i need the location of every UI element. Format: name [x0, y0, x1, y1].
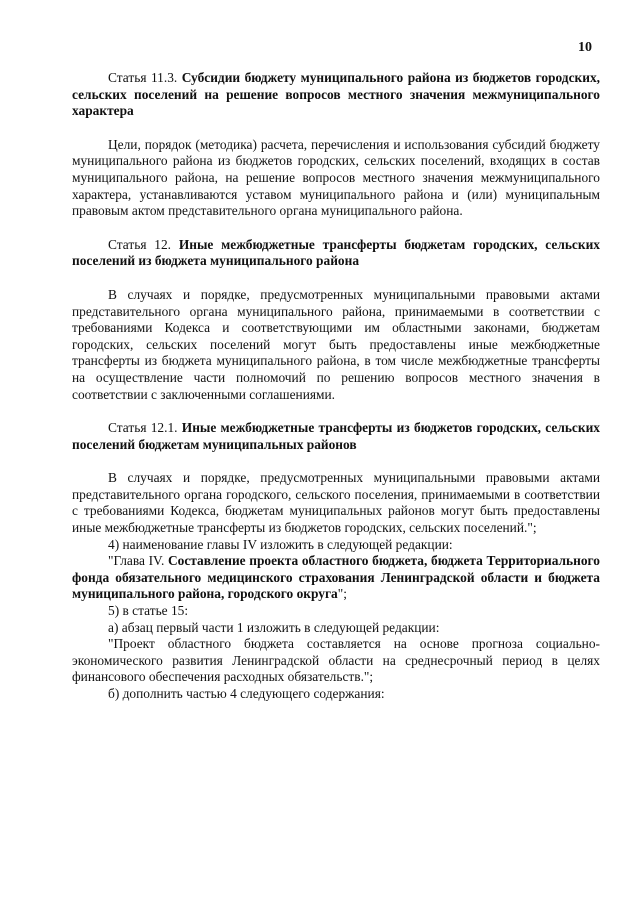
- article-12-heading: [72, 237, 600, 270]
- spacer: [72, 220, 600, 237]
- chapter-4-title-text: Составление проекта областного бюджета, бюджета Территориального фонда обязательного медицинского страхования Ленинградской области и бюджета муниципального района, городского округа: [72, 553, 600, 602]
- article-12-1-heading-prefix: Статья 12.1.: [108, 420, 182, 436]
- chapter-4-title: [72, 553, 600, 603]
- article-11-3-body: Цели, порядок (методика) расчета, перечисления и использования субсидий бюджету муниципального района из бюджетов городских, сельских поселений, входящих в состав муниципального района, на решение вопросов местного значения межмуниципального характера, устанавливаются уставом муниципального района и (или) муниципальным правовым актом представительного органа муниципального района.: [72, 136, 600, 219]
- page-number: 10: [578, 40, 592, 55]
- document-content: [72, 70, 600, 703]
- article-12-1-heading: [72, 420, 600, 453]
- spacer: [72, 403, 600, 420]
- amendment-item-4: 4) наименование главы IV изложить в следующей редакции:: [108, 536, 453, 552]
- article-11-3-heading: [72, 70, 600, 120]
- article-12-heading-prefix: Статья 12.: [108, 236, 179, 252]
- article-12-body: В случаях и порядке, предусмотренных муниципальными правовыми актами представительного органа муниципального района, принимаемыми в соответствии с требованиями Кодекса и соответствующими им областными законами, бюджетам городских, сельских поселений могут быть предоставлены иные межбюджетные трансферты из бюджета муниципального района, в том числе межбюджетные трансферты на осуществление части полномочий по решению вопросов местного значения в соответствии с заключенными соглашениями.: [72, 286, 600, 402]
- article-12-1-body: В случаях и порядке, предусмотренных муниципальными правовыми актами представительного органа городского, сельского поселения, принимаемыми в соответствии с требованиями Кодекса, бюджетам муниципальных районов могут быть предоставлены иные межбюджетные трансферты из бюджетов городских, сельских поселений.";: [72, 470, 600, 536]
- chapter-4-title-prefix: "Глава IV.: [108, 553, 168, 569]
- amendment-item-5b: б) дополнить частью 4 следующего содержания:: [108, 686, 385, 701]
- article-12-heading-title: Иные межбюджетные трансферты бюджетам городских, сельских поселений из бюджета муниципального района: [72, 236, 601, 269]
- spacer: [72, 120, 600, 137]
- amendment-item-5: 5) в статье 15:: [108, 603, 189, 619]
- chapter-4-title-suffix: ";: [337, 586, 347, 602]
- amendment-item-5a: а) абзац первый части 1 изложить в следующей редакции:: [108, 619, 440, 635]
- amendment-item-5a-text: "Проект областного бюджета составляется на основе прогноза социально-экономического развития Ленинградской области на среднесрочный период в целях финансового обеспечения расходных обязательств.";: [72, 636, 600, 685]
- spacer: [72, 453, 600, 470]
- article-11-3-heading-title: Субсидии бюджету муниципального района из бюджетов городских, сельских поселений на решение вопросов местного значения межмуниципального характера: [72, 70, 600, 119]
- article-11-3-heading-prefix: Статья 11.3.: [108, 70, 182, 85]
- spacer: [72, 270, 600, 287]
- article-12-1-heading-title: Иные межбюджетные трансферты из бюджетов городских, сельских поселений бюджетам муниципальных районов: [72, 420, 600, 452]
